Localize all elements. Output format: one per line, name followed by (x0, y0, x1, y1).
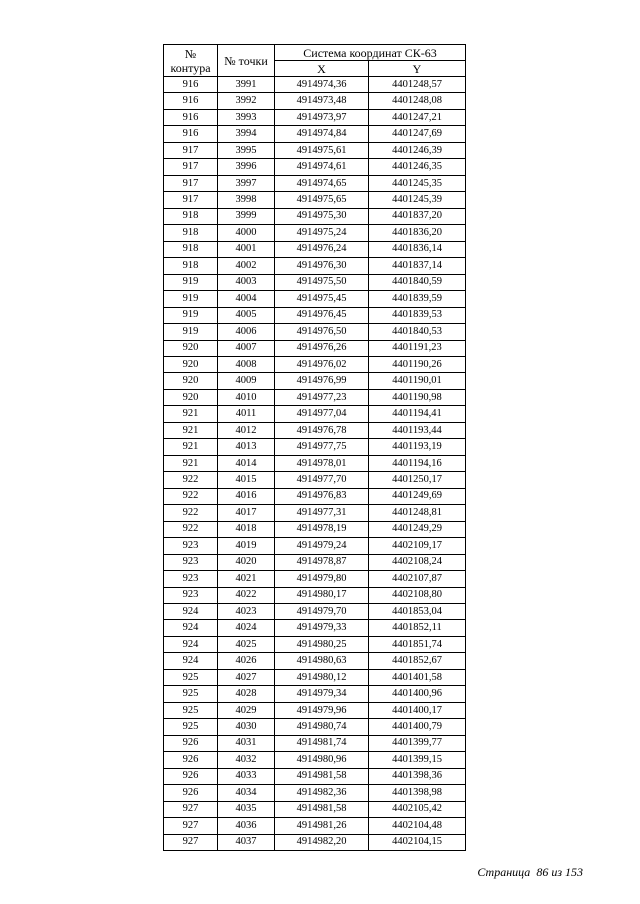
table-row (164, 735, 466, 751)
cell-contour-number: 921 (164, 406, 218, 422)
cell-x: 4914975,30 (275, 208, 369, 224)
cell-contour-number: 923 (164, 554, 218, 570)
cell-point-number: 4013 (218, 439, 275, 455)
cell-y: 4401398,36 (369, 768, 466, 784)
table-row (164, 258, 466, 274)
cell-contour-number: 923 (164, 571, 218, 587)
cell-y: 4401839,59 (369, 291, 466, 307)
table-row (164, 752, 466, 768)
table-row (164, 109, 466, 125)
cell-point-number: 4020 (218, 554, 275, 570)
cell-x: 4914976,26 (275, 340, 369, 356)
cell-contour-number: 918 (164, 208, 218, 224)
cell-point-number: 4023 (218, 604, 275, 620)
cell-x: 4914978,01 (275, 455, 369, 471)
cell-contour-number: 919 (164, 291, 218, 307)
cell-x: 4914980,96 (275, 752, 369, 768)
table-row (164, 274, 466, 290)
cell-contour-number: 918 (164, 241, 218, 257)
cell-y: 4401249,69 (369, 488, 466, 504)
cell-y: 4401836,20 (369, 225, 466, 241)
header-x: X (275, 61, 369, 77)
cell-x: 4914980,25 (275, 636, 369, 652)
cell-point-number: 3994 (218, 126, 275, 142)
table-row (164, 818, 466, 834)
cell-contour-number: 920 (164, 373, 218, 389)
table-row (164, 505, 466, 521)
cell-contour-number: 922 (164, 488, 218, 504)
cell-y: 4401190,98 (369, 389, 466, 405)
table-row (164, 604, 466, 620)
cell-contour-number: 920 (164, 340, 218, 356)
cell-x: 4914979,80 (275, 571, 369, 587)
cell-y: 4401248,08 (369, 93, 466, 109)
cell-point-number: 4024 (218, 620, 275, 636)
cell-point-number: 4027 (218, 669, 275, 685)
cell-contour-number: 917 (164, 142, 218, 158)
coordinates-table (163, 44, 466, 851)
cell-point-number: 4032 (218, 752, 275, 768)
table-row (164, 175, 466, 191)
cell-y: 4401400,79 (369, 719, 466, 735)
cell-x: 4914980,74 (275, 719, 369, 735)
cell-y: 4401399,15 (369, 752, 466, 768)
header-point-number: № точки (218, 45, 275, 77)
cell-x: 4914981,74 (275, 735, 369, 751)
cell-point-number: 4011 (218, 406, 275, 422)
cell-contour-number: 927 (164, 834, 218, 850)
page-footer (477, 865, 583, 880)
cell-contour-number: 925 (164, 719, 218, 735)
cell-point-number: 4037 (218, 834, 275, 850)
cell-contour-number: 922 (164, 505, 218, 521)
cell-y: 4401193,44 (369, 422, 466, 438)
table-row (164, 241, 466, 257)
footer-page-label: Страница (477, 865, 531, 879)
cell-contour-number: 925 (164, 669, 218, 685)
cell-contour-number: 922 (164, 472, 218, 488)
cell-y: 4401246,39 (369, 142, 466, 158)
cell-x: 4914974,65 (275, 175, 369, 191)
cell-x: 4914977,23 (275, 389, 369, 405)
cell-contour-number: 919 (164, 274, 218, 290)
cell-y: 4401851,74 (369, 636, 466, 652)
cell-point-number: 4001 (218, 241, 275, 257)
cell-y: 4401248,81 (369, 505, 466, 521)
cell-point-number: 3997 (218, 175, 275, 191)
cell-y: 4402108,80 (369, 587, 466, 603)
table-row (164, 291, 466, 307)
cell-point-number: 4030 (218, 719, 275, 735)
cell-point-number: 3995 (218, 142, 275, 158)
cell-x: 4914981,26 (275, 818, 369, 834)
cell-point-number: 4028 (218, 686, 275, 702)
cell-x: 4914973,97 (275, 109, 369, 125)
cell-y: 4401245,35 (369, 175, 466, 191)
footer-total-pages: 153 (565, 865, 583, 879)
cell-x: 4914976,45 (275, 307, 369, 323)
cell-point-number: 4022 (218, 587, 275, 603)
cell-point-number: 4014 (218, 455, 275, 471)
table-row (164, 521, 466, 537)
cell-point-number: 4017 (218, 505, 275, 521)
cell-y: 4401250,17 (369, 472, 466, 488)
cell-contour-number: 924 (164, 604, 218, 620)
cell-y: 4401246,35 (369, 159, 466, 175)
cell-y: 4402109,17 (369, 538, 466, 554)
table-row (164, 389, 466, 405)
cell-contour-number: 926 (164, 752, 218, 768)
table-row (164, 719, 466, 735)
table-row (164, 93, 466, 109)
cell-contour-number: 916 (164, 126, 218, 142)
cell-x: 4914974,61 (275, 159, 369, 175)
cell-contour-number: 916 (164, 93, 218, 109)
cell-point-number: 3996 (218, 159, 275, 175)
cell-point-number: 4031 (218, 735, 275, 751)
cell-contour-number: 917 (164, 175, 218, 191)
cell-x: 4914979,34 (275, 686, 369, 702)
footer-of-label: из (551, 865, 562, 879)
table-row (164, 142, 466, 158)
cell-y: 4401398,98 (369, 785, 466, 801)
cell-point-number: 4002 (218, 258, 275, 274)
cell-y: 4402107,87 (369, 571, 466, 587)
table-row (164, 307, 466, 323)
cell-x: 4914976,78 (275, 422, 369, 438)
cell-y: 4402104,15 (369, 834, 466, 850)
cell-contour-number: 927 (164, 801, 218, 817)
cell-point-number: 3993 (218, 109, 275, 125)
cell-y: 4402104,48 (369, 818, 466, 834)
cell-y: 4401852,67 (369, 653, 466, 669)
table-row (164, 538, 466, 554)
cell-x: 4914980,63 (275, 653, 369, 669)
cell-contour-number: 926 (164, 735, 218, 751)
table-row (164, 77, 466, 93)
table-row (164, 192, 466, 208)
cell-y: 4401190,01 (369, 373, 466, 389)
cell-y: 4401400,17 (369, 702, 466, 718)
cell-contour-number: 916 (164, 109, 218, 125)
cell-x: 4914976,99 (275, 373, 369, 389)
cell-x: 4914973,48 (275, 93, 369, 109)
cell-x: 4914977,31 (275, 505, 369, 521)
header-row-1 (164, 45, 466, 61)
cell-point-number: 4006 (218, 324, 275, 340)
cell-point-number: 4003 (218, 274, 275, 290)
cell-contour-number: 918 (164, 258, 218, 274)
cell-point-number: 4036 (218, 818, 275, 834)
table-row (164, 324, 466, 340)
table-row (164, 669, 466, 685)
cell-x: 4914975,65 (275, 192, 369, 208)
cell-x: 4914976,30 (275, 258, 369, 274)
table-row (164, 455, 466, 471)
cell-y: 4401247,21 (369, 109, 466, 125)
cell-point-number: 4019 (218, 538, 275, 554)
cell-x: 4914979,24 (275, 538, 369, 554)
cell-point-number: 4010 (218, 389, 275, 405)
cell-y: 4401194,16 (369, 455, 466, 471)
table-row (164, 702, 466, 718)
cell-point-number: 4007 (218, 340, 275, 356)
cell-contour-number: 921 (164, 439, 218, 455)
cell-y: 4401400,96 (369, 686, 466, 702)
table-row (164, 356, 466, 372)
cell-x: 4914980,17 (275, 587, 369, 603)
cell-y: 4401837,14 (369, 258, 466, 274)
cell-contour-number: 920 (164, 389, 218, 405)
table-row (164, 422, 466, 438)
cell-y: 4401193,19 (369, 439, 466, 455)
cell-contour-number: 925 (164, 702, 218, 718)
table-row (164, 620, 466, 636)
header-contour-number: № контура (164, 45, 218, 77)
cell-x: 4914976,50 (275, 324, 369, 340)
table-body (164, 77, 466, 851)
cell-x: 4914975,24 (275, 225, 369, 241)
cell-x: 4914977,75 (275, 439, 369, 455)
cell-point-number: 3992 (218, 93, 275, 109)
cell-contour-number: 923 (164, 538, 218, 554)
cell-y: 4401194,41 (369, 406, 466, 422)
cell-x: 4914974,84 (275, 126, 369, 142)
cell-contour-number: 917 (164, 159, 218, 175)
table-header (164, 45, 466, 77)
table-row (164, 340, 466, 356)
cell-x: 4914975,61 (275, 142, 369, 158)
cell-y: 4402108,24 (369, 554, 466, 570)
table-row (164, 159, 466, 175)
footer-page-number: 86 (536, 865, 549, 879)
cell-contour-number: 926 (164, 785, 218, 801)
table-row (164, 472, 466, 488)
cell-point-number: 3999 (218, 208, 275, 224)
cell-point-number: 4009 (218, 373, 275, 389)
table-row (164, 406, 466, 422)
cell-point-number: 4005 (218, 307, 275, 323)
cell-y: 4401839,53 (369, 307, 466, 323)
header-coordinate-system: Система координат СК-63 (275, 45, 466, 61)
cell-point-number: 4008 (218, 356, 275, 372)
cell-y: 4401837,20 (369, 208, 466, 224)
cell-contour-number: 918 (164, 225, 218, 241)
cell-x: 4914979,70 (275, 604, 369, 620)
cell-x: 4914979,96 (275, 702, 369, 718)
table-row (164, 785, 466, 801)
table-row (164, 768, 466, 784)
cell-point-number: 4029 (218, 702, 275, 718)
table-row (164, 554, 466, 570)
cell-point-number: 4004 (218, 291, 275, 307)
cell-point-number: 4025 (218, 636, 275, 652)
table-row (164, 636, 466, 652)
table-row (164, 439, 466, 455)
cell-x: 4914982,36 (275, 785, 369, 801)
cell-point-number: 4033 (218, 768, 275, 784)
cell-x: 4914975,50 (275, 274, 369, 290)
cell-contour-number: 922 (164, 521, 218, 537)
table-row (164, 126, 466, 142)
cell-contour-number: 919 (164, 307, 218, 323)
table-row (164, 653, 466, 669)
cell-y: 4402105,42 (369, 801, 466, 817)
cell-contour-number: 924 (164, 636, 218, 652)
cell-contour-number: 927 (164, 818, 218, 834)
cell-x: 4914976,24 (275, 241, 369, 257)
cell-contour-number: 921 (164, 422, 218, 438)
cell-x: 4914981,58 (275, 801, 369, 817)
cell-y: 4401245,39 (369, 192, 466, 208)
cell-contour-number: 916 (164, 77, 218, 93)
cell-x: 4914980,12 (275, 669, 369, 685)
cell-x: 4914978,19 (275, 521, 369, 537)
cell-point-number: 4035 (218, 801, 275, 817)
cell-contour-number: 917 (164, 192, 218, 208)
cell-contour-number: 925 (164, 686, 218, 702)
cell-point-number: 3991 (218, 77, 275, 93)
cell-point-number: 4012 (218, 422, 275, 438)
cell-point-number: 4034 (218, 785, 275, 801)
cell-contour-number: 923 (164, 587, 218, 603)
cell-x: 4914978,87 (275, 554, 369, 570)
table-row (164, 801, 466, 817)
table-row (164, 208, 466, 224)
cell-x: 4914977,70 (275, 472, 369, 488)
cell-y: 4401190,26 (369, 356, 466, 372)
table-row (164, 488, 466, 504)
cell-x: 4914981,58 (275, 768, 369, 784)
cell-contour-number: 924 (164, 653, 218, 669)
table-row (164, 834, 466, 850)
cell-x: 4914976,83 (275, 488, 369, 504)
table-row (164, 587, 466, 603)
cell-point-number: 4015 (218, 472, 275, 488)
cell-point-number: 4026 (218, 653, 275, 669)
cell-y: 4401191,23 (369, 340, 466, 356)
cell-x: 4914974,36 (275, 77, 369, 93)
cell-y: 4401840,53 (369, 324, 466, 340)
cell-x: 4914977,04 (275, 406, 369, 422)
cell-y: 4401852,11 (369, 620, 466, 636)
table-row (164, 571, 466, 587)
cell-contour-number: 921 (164, 455, 218, 471)
table-row (164, 686, 466, 702)
cell-point-number: 4021 (218, 571, 275, 587)
cell-x: 4914975,45 (275, 291, 369, 307)
cell-y: 4401248,57 (369, 77, 466, 93)
cell-y: 4401836,14 (369, 241, 466, 257)
cell-y: 4401401,58 (369, 669, 466, 685)
table-row (164, 225, 466, 241)
cell-x: 4914979,33 (275, 620, 369, 636)
cell-y: 4401840,59 (369, 274, 466, 290)
cell-contour-number: 926 (164, 768, 218, 784)
cell-point-number: 4018 (218, 521, 275, 537)
cell-contour-number: 920 (164, 356, 218, 372)
cell-y: 4401249,29 (369, 521, 466, 537)
table-row (164, 373, 466, 389)
cell-contour-number: 919 (164, 324, 218, 340)
cell-y: 4401247,69 (369, 126, 466, 142)
cell-contour-number: 924 (164, 620, 218, 636)
cell-x: 4914982,20 (275, 834, 369, 850)
cell-x: 4914976,02 (275, 356, 369, 372)
cell-point-number: 4000 (218, 225, 275, 241)
cell-point-number: 4016 (218, 488, 275, 504)
header-y: Y (369, 61, 466, 77)
cell-y: 4401853,04 (369, 604, 466, 620)
cell-point-number: 3998 (218, 192, 275, 208)
cell-y: 4401399,77 (369, 735, 466, 751)
